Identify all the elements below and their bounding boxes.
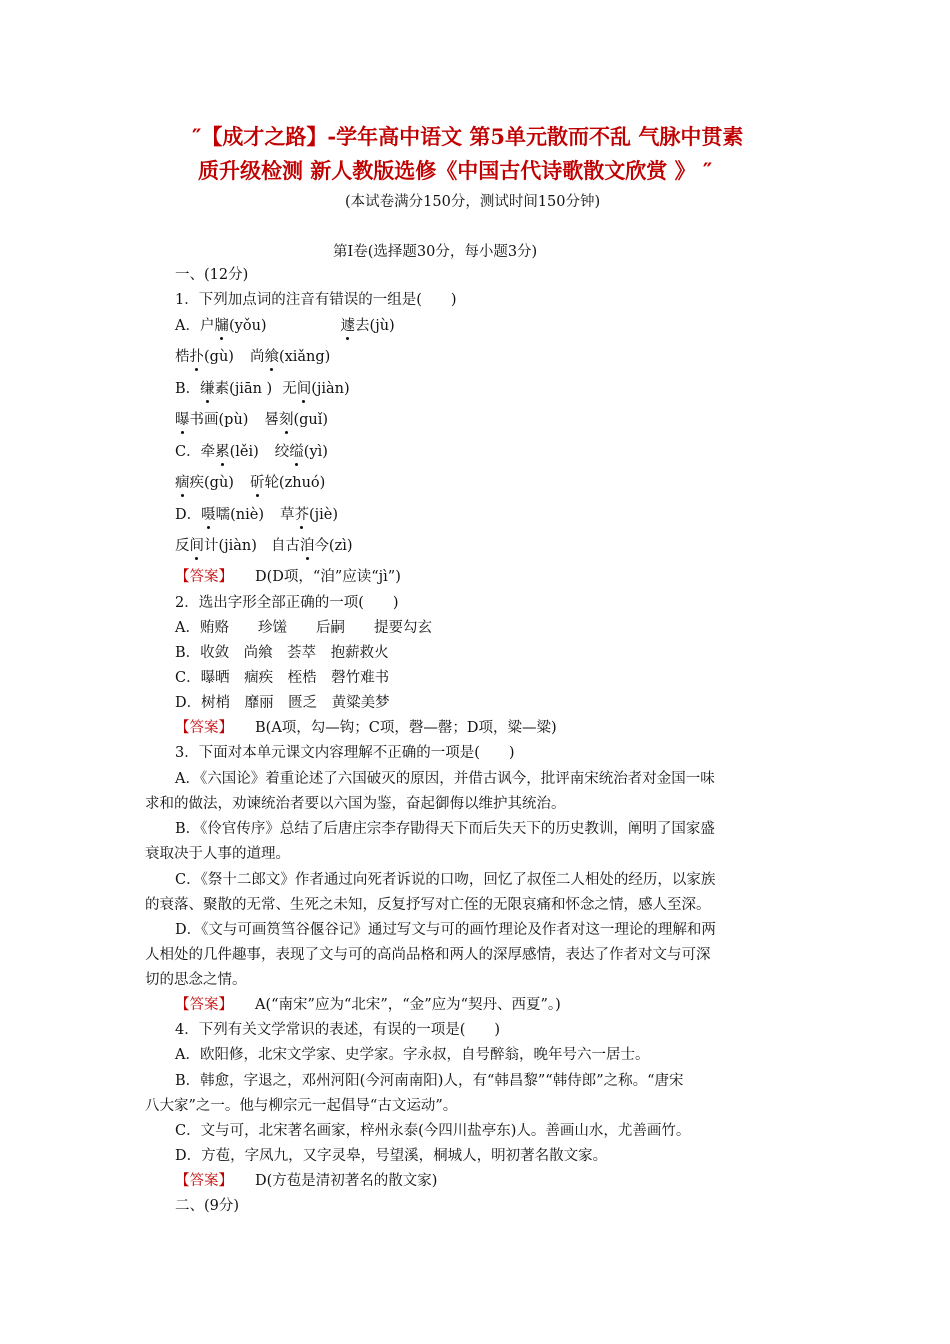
dotted-char: 斫	[249, 475, 265, 491]
text: 草	[280, 507, 295, 523]
q1-option-d-line1	[175, 506, 338, 524]
q3-answer	[175, 996, 561, 1014]
q1-option-b-line2	[175, 411, 328, 429]
document-title-line2: 质升级检测 新人教版选修《中国古代诗歌散文欣赏 》 ″	[198, 158, 713, 183]
q4-option-c: C．文与可，北宋著名画家，梓州永泰(今四川盐亭东)人。善画山水，尤善画竹。	[175, 1123, 691, 1139]
answer-text: A(“南宋”应为“北宋”，“金”应为“契丹、西夏”。)	[255, 997, 561, 1013]
text: 梏	[175, 349, 190, 365]
text: B．	[175, 381, 201, 397]
q3-option-c-line2: 的衰落、聚散的无常、生死之未知，反复抒写对亡侄的无限哀痛和怀念之情，感人至深。	[145, 897, 711, 913]
text: (yǒu)	[228, 318, 267, 334]
dotted-char: 间	[296, 381, 312, 397]
question-3-stem: 3．下面对本单元课文内容理解不正确的一项是( )	[175, 745, 515, 761]
q3-option-d-line2: 人相处的几件趣事，表现了文与可的高尚品格和两人的深厚感情，表达了作者对文与可深	[145, 947, 711, 963]
text: D．	[175, 507, 202, 523]
dotted-char: 间	[189, 538, 204, 554]
dotted-char: 飨	[264, 349, 279, 365]
text: 绞	[274, 444, 290, 460]
q3-option-d-line1: D．《文与可画筼筜谷偃谷记》通过写文与可的画竹理论及作者对这一理论的理解和两	[175, 922, 716, 938]
q4-option-b-line1: B．韩愈，字退之，邓州河阳(今河南南阳)人，有“韩昌黎”“韩侍郎”之称。“唐宋	[175, 1073, 684, 1089]
question-2-stem: 2．选出字形全部正确的一项( )	[175, 595, 399, 611]
answer-label: 【答案】	[175, 997, 233, 1013]
q2-answer	[175, 719, 557, 737]
answer-text: B(A项，勾—钩；C项，磬—罄；D项，粱—粱)	[255, 720, 557, 736]
q1-option-c-line1	[175, 443, 328, 461]
q4-option-d: D．方苞，字凤九，又字灵皋，号望溪，桐城人，明初著名散文家。	[175, 1148, 608, 1164]
dotted-char: 芥	[294, 507, 310, 523]
text: (xiǎng)	[278, 349, 331, 365]
q2-option-b: B．收敛 尚飨 荟萃 抱薪救火	[175, 645, 389, 661]
section-heading: 第Ⅰ卷(选择题30分，每小题3分)	[333, 244, 538, 260]
q2-option-d: D．树梢 靡丽 匮乏 黄粱美梦	[175, 695, 390, 711]
q1-option-b-line1	[175, 380, 350, 398]
q4-answer	[175, 1172, 437, 1190]
dotted-char: 曝	[175, 412, 190, 428]
text: 无	[282, 381, 297, 397]
q3-option-d-line3: 切的思念之情。	[145, 972, 247, 988]
text: 素(jiān )	[214, 381, 273, 397]
q2-option-c: C．曝晒 痼疾 桎梏 磬竹难书	[175, 670, 390, 686]
text: 嚅(niè)	[215, 507, 265, 523]
text: (guǐ)	[293, 412, 329, 428]
text: 晷	[264, 412, 279, 428]
text: (jiàn)	[311, 381, 350, 397]
q1-answer	[175, 568, 401, 586]
dotted-char: 牖	[214, 318, 229, 334]
text: 轮(zhuó)	[264, 475, 326, 491]
question-1-stem: 1．下列加点词的注音有错误的一组是( )	[175, 292, 457, 308]
dotted-char: 缣	[200, 381, 215, 397]
dotted-char: 嗫	[201, 507, 216, 523]
text: 书画(pù)	[189, 412, 249, 428]
text: A．户	[175, 318, 215, 334]
q3-option-a-line1: A．《六国论》着重论述了六国破灭的原因，并借古讽今，批评南宋统治者对金国一味	[175, 771, 715, 787]
q1-option-a-line1	[175, 317, 395, 335]
q2-option-a: A．贿赂 珍馐 后嗣 提要勾玄	[175, 620, 432, 636]
text: 反	[175, 538, 190, 554]
q1-option-a-line2	[175, 348, 330, 366]
q3-option-a-line2: 求和的做法，劝谏统治者要以六国为鉴，奋起御侮以维护其统治。	[145, 796, 566, 812]
part-heading-2: 二、(9分)	[175, 1198, 240, 1214]
q4-option-a: A．欧阳修，北宋文学家、史学家。字永叔，自号醉翁，晚年号六一居士。	[175, 1047, 650, 1063]
dotted-char: 扑	[189, 349, 204, 365]
dotted-char: 遽	[340, 318, 356, 334]
exam-info: (本试卷满分150分，测试时间150分钟)	[345, 194, 601, 210]
answer-label: 【答案】	[175, 569, 233, 585]
text: (jiè)	[309, 507, 339, 523]
answer-text: D(方苞是清初著名的散文家)	[255, 1173, 438, 1189]
text: 计(jiàn)	[204, 538, 257, 554]
answer-label: 【答案】	[175, 720, 233, 736]
text: 尚	[249, 349, 265, 365]
q3-option-c-line1: C．《祭十二郎文》作者通过向死者诉说的口吻，回忆了叔侄二人相处的经历，以家族	[175, 872, 716, 888]
dotted-char: 刻	[278, 412, 294, 428]
part-heading-1: 一、(12分)	[175, 267, 249, 283]
text: (yì)	[303, 444, 328, 460]
q3-option-b-line2: 衰取决于人事的道理。	[145, 846, 290, 862]
question-4-stem: 4．下列有关文学常识的表述，有误的一项是( )	[175, 1022, 501, 1038]
dotted-char: 痼	[175, 475, 190, 491]
dotted-char: 累	[215, 444, 230, 460]
dotted-char: 缢	[289, 444, 304, 460]
q1-option-c-line2	[175, 474, 325, 492]
text: 去(jù)	[355, 318, 395, 334]
dotted-char: 洎	[299, 538, 315, 554]
text: (gù)	[204, 349, 234, 365]
q3-option-b-line1: B．《伶官传序》总结了后唐庄宗李存勖得天下而后失天下的历史教训，阐明了国家盛	[175, 821, 715, 837]
answer-label: 【答案】	[175, 1173, 233, 1189]
text: 自古	[270, 538, 300, 554]
q1-option-d-line2	[175, 537, 353, 555]
document-title-line1: ″【成才之路】-学年高中语文 第5单元散而不乱 气脉中贯素	[192, 124, 744, 149]
text: C．牵	[175, 444, 216, 460]
answer-text: D(D项，“洎”应读“jì”)	[255, 569, 401, 585]
q4-option-b-line2: 八大家”之一。他与柳宗元一起倡导“古文运动”。	[145, 1098, 458, 1114]
text: 今(zì)	[314, 538, 353, 554]
text: 疾(gù)	[189, 475, 234, 491]
text: (lěi)	[229, 444, 259, 460]
